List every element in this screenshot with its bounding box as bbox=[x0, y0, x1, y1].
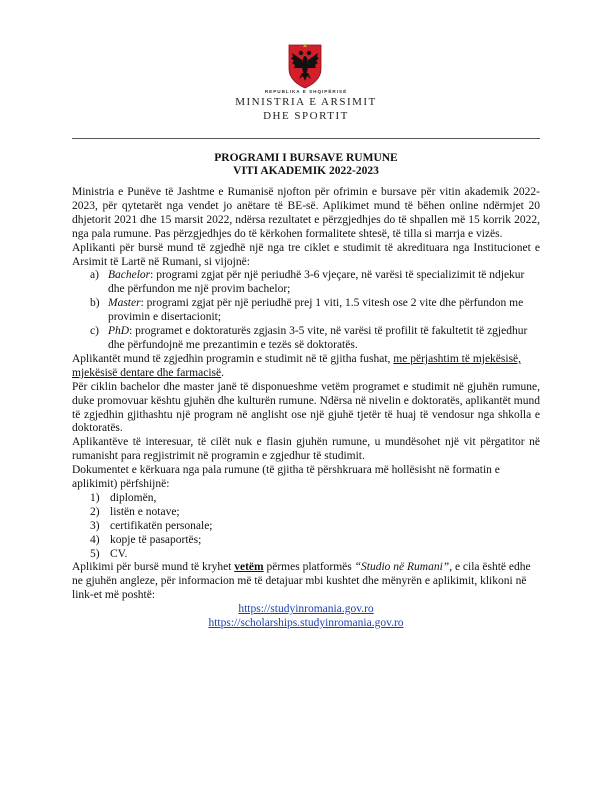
scholarships-link[interactable]: https://scholarships.studyinromania.gov.ro bbox=[208, 617, 404, 630]
fields-paragraph bbox=[72, 353, 540, 381]
ministry-name-line2: DHE SPORTIT bbox=[263, 110, 349, 122]
list-marker: 5) bbox=[90, 547, 100, 560]
list-marker: 1) bbox=[90, 491, 100, 504]
document-item: kopje të pasaportës; bbox=[110, 533, 202, 546]
studyinromania-link[interactable]: https://studyinromania.gov.ro bbox=[238, 603, 374, 616]
list-marker: b) bbox=[90, 297, 100, 310]
list-marker: c) bbox=[90, 325, 99, 338]
document-item: certifikatën personale; bbox=[110, 519, 213, 532]
cycle-name: PhD bbox=[108, 325, 130, 338]
list-item bbox=[72, 269, 540, 297]
list-item bbox=[72, 506, 540, 520]
document-item: listën e notave; bbox=[110, 505, 180, 518]
republic-caption: REPUBLIKA E SHQIPËRISË bbox=[264, 89, 348, 94]
list-item bbox=[72, 548, 540, 562]
list-marker: 4) bbox=[90, 533, 100, 546]
list-item bbox=[72, 520, 540, 534]
header-divider bbox=[72, 138, 540, 139]
fields-end: . bbox=[221, 366, 224, 379]
links-block bbox=[72, 603, 540, 631]
cycle-name: Master bbox=[108, 297, 141, 310]
document-body bbox=[72, 186, 540, 631]
document-subtitle: VITI AKADEMIK 2022-2023 bbox=[233, 165, 379, 177]
document-item: CV. bbox=[110, 547, 128, 560]
language-paragraph: Për ciklin bachelor dhe master janë të disponueshme vetëm programet e studimit në gjuhën rumune, duke promovuar kështu gjuhën dhe kulturën rumune. Ndërsa në nivelin e doktoratës, aplikantët mund të zgjedhin gjithashtu një program në anglisht ose një gjuhë tjetër të huaj të vendosur nga shkolla e doktoratës. bbox=[72, 380, 540, 435]
ministry-name-line1: MINISTRIA E ARSIMIT bbox=[235, 96, 377, 108]
list-marker: a) bbox=[90, 269, 99, 282]
cycles-intro-paragraph: Aplikanti për bursë mund të zgjedhë një nga tre ciklet e studimit të akredituara nga Institucionet e Arsimit të Lartë në Rumani, si vijojnë: bbox=[72, 241, 540, 268]
documents-list bbox=[72, 492, 540, 562]
excluded-fields: me përjashtim të mjekësisë, mjekësisë dentare dhe farmacisë bbox=[72, 352, 522, 379]
application-paragraph bbox=[72, 561, 540, 603]
cycle-description: : programi zgjat për një periudhë 3-6 vjeçare, në varësi të specializimit të ndjekur dhe përfundon me një provim bachelor; bbox=[108, 269, 525, 296]
cycle-description: : programet e doktoraturës zgjasin 3-5 vite, në varësi të profilit të fakultetit të zgjedhur dhe përfundojnë me prezantimin e tezës së doktoratës. bbox=[108, 325, 528, 351]
document-title: PROGRAMI I BURSAVE RUMUNE bbox=[214, 152, 398, 164]
only-emphasis: vetëm bbox=[234, 561, 264, 574]
list-item bbox=[72, 492, 540, 506]
list-marker: 2) bbox=[90, 505, 100, 518]
document-item: diplomën, bbox=[110, 491, 157, 504]
apply-text-end: , e cila është edhe ne gjuhën angleze, për informacion më të detajuar mbi kushtet dhe mënyrën e aplikimit, klikoni në link-et më poshtë: bbox=[72, 561, 531, 602]
cycle-name: Bachelor bbox=[108, 269, 151, 282]
intro-paragraph: Ministria e Punëve të Jashtme e Rumanisë njofton për ofrimin e bursave për vitin akademik 2022-2023, për qytetarët nga vendet jo anëtare të BE-së. Aplikimet mund të bëhen online ndërmjet 20 dhjetorit 2021 dhe 15 marsit 2022, ndërsa rezultatet e përzgjedhjes do të shpallen më 15 korrik 2022, nga pala rumune. Pas përzgjedhjes do të kërkohen formalitete shtesë, të tilla si marrja e vizës. bbox=[72, 186, 540, 240]
apply-text: Aplikimi për bursë mund të kryhet bbox=[72, 561, 235, 574]
documents-intro-paragraph: Dokumentet e kërkuara nga pala rumune (të gjitha të përshkruara më hollësisht në formatin e aplikimit) përfshijnë: bbox=[72, 464, 500, 491]
list-item bbox=[72, 534, 540, 548]
platform-name: “Studio në Rumani” bbox=[354, 561, 450, 574]
albanian-eagle-emblem-icon bbox=[286, 43, 324, 89]
list-item bbox=[72, 297, 540, 325]
cycle-description: : programi zgjat për një periudhë prej 1 viti, 1.5 vitesh ose 2 vite dhe përfundon me provimin e disertacionit; bbox=[108, 297, 524, 324]
apply-text-mid: përmes platformës bbox=[263, 561, 355, 574]
list-marker: 3) bbox=[90, 519, 100, 532]
fields-text: Aplikantët mund të zgjedhin programin e studimit në të gjitha fushat, bbox=[72, 352, 394, 365]
list-item bbox=[72, 325, 540, 353]
study-cycles-list bbox=[72, 269, 540, 352]
prep-year-paragraph: Aplikantëve të interesuar, të cilët nuk e flasin gjuhën rumune, u mundësohet një vit përgatitor në rumanisht para regjistrimit në programin e zgjedhur të studimit. bbox=[72, 436, 540, 463]
